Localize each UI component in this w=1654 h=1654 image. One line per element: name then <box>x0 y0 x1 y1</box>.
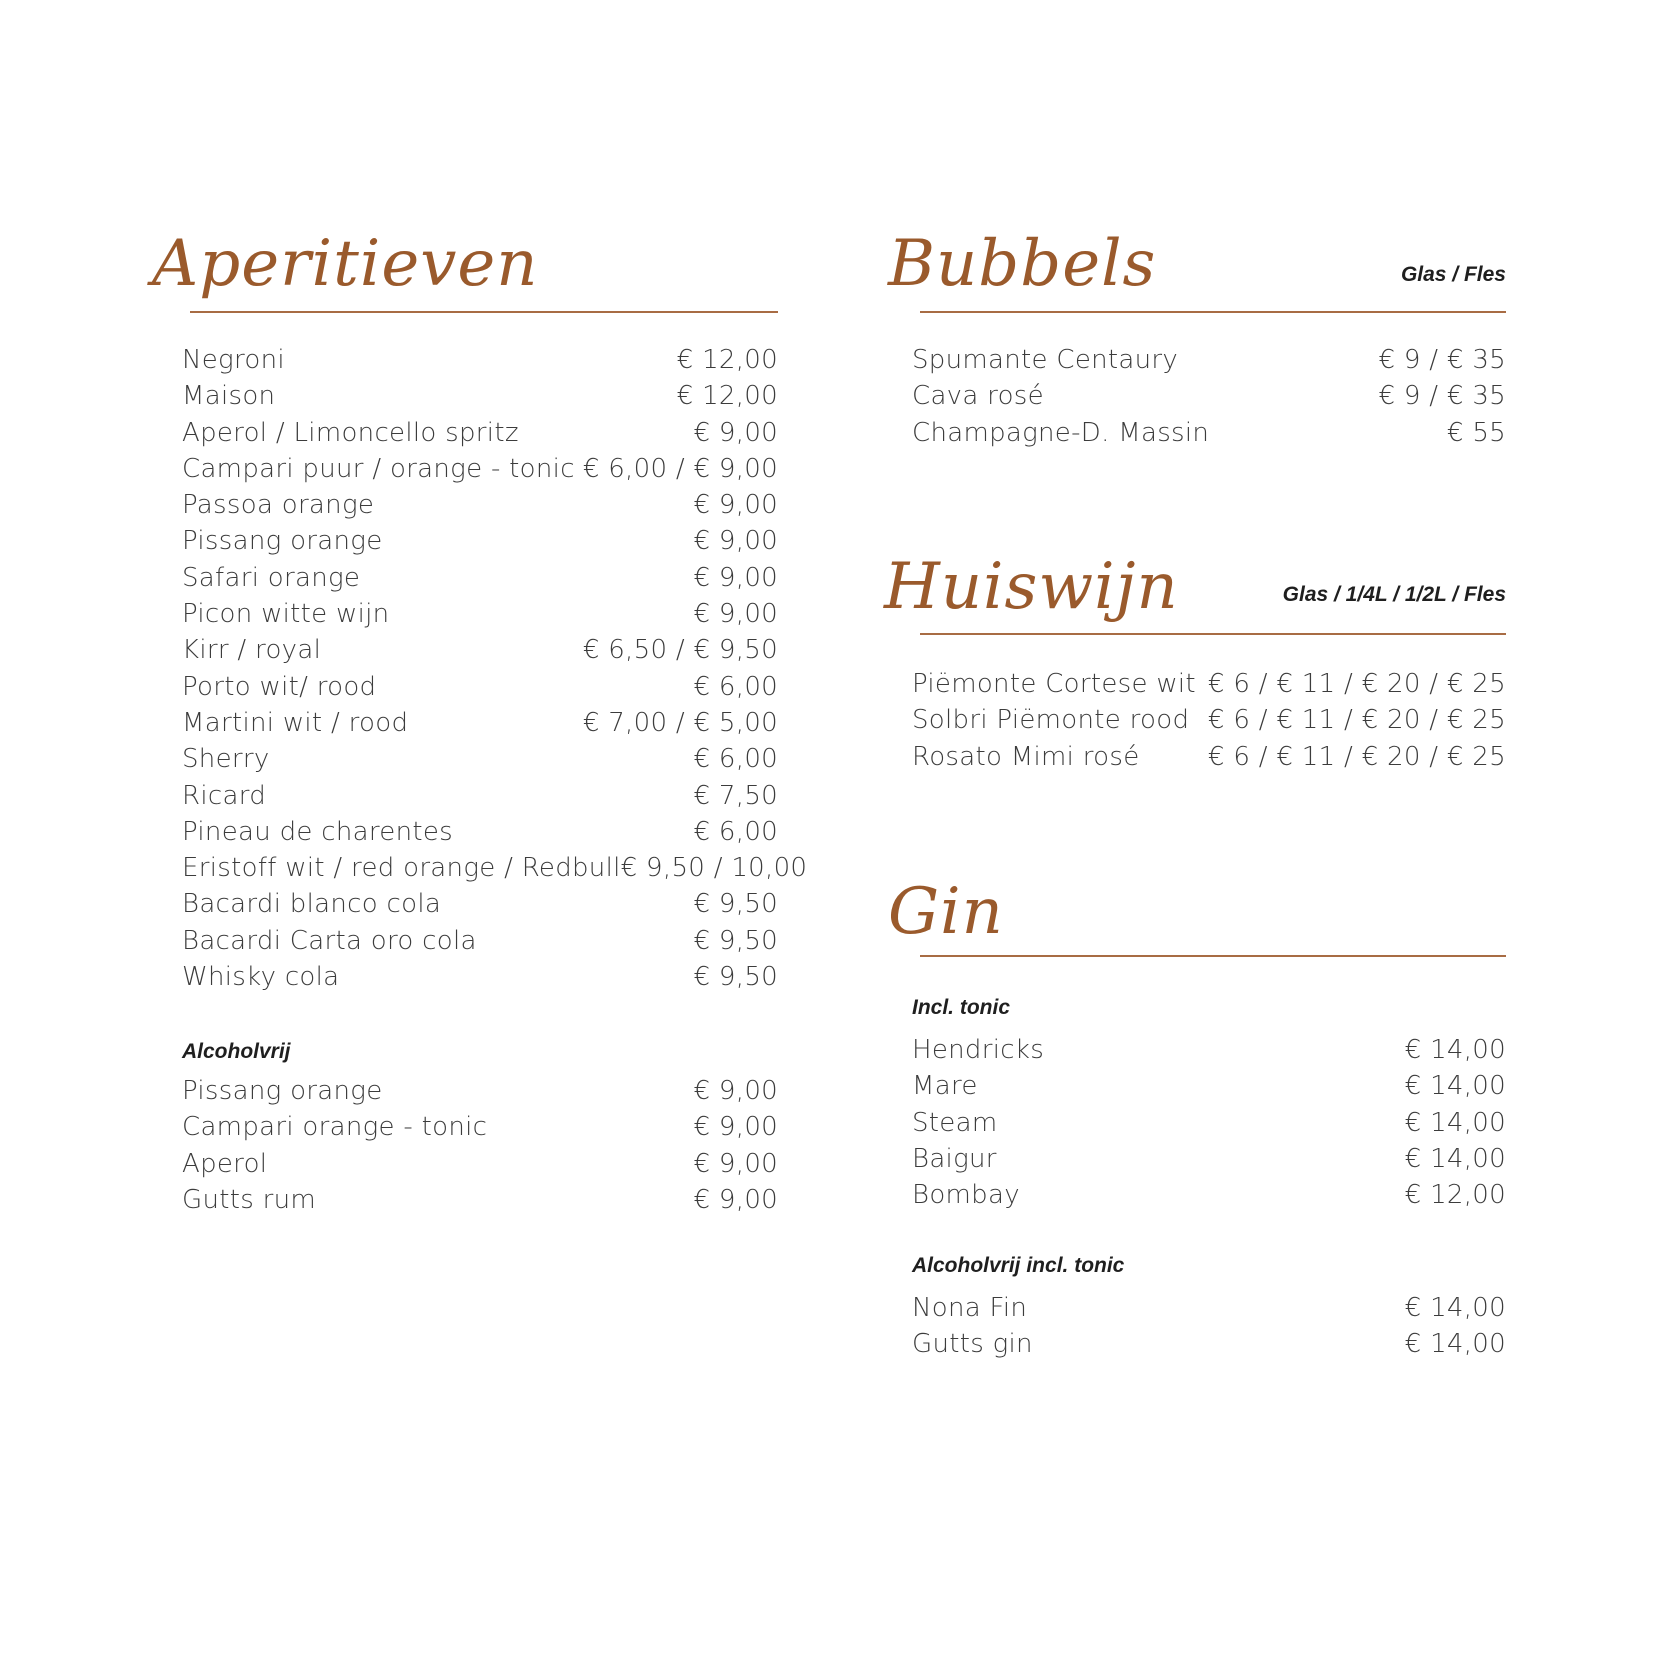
item-name: Maison <box>182 381 276 412</box>
menu-item <box>182 1076 778 1112</box>
item-price: € 9,00 <box>693 562 778 593</box>
item-name: Steam <box>912 1107 998 1138</box>
menu-item <box>182 744 778 780</box>
item-name: Negroni <box>182 345 285 375</box>
menu-item <box>182 962 778 998</box>
item-name: Aperol <box>182 1148 268 1179</box>
item-name: Eristoff wit / red orange / Redbull <box>182 853 621 884</box>
menu-item <box>912 418 1506 454</box>
menu-item <box>182 672 778 708</box>
aperitieven-title: Aperitieven <box>152 227 539 301</box>
menu-item <box>182 1185 778 1221</box>
item-name: Campari puur / orange - tonic <box>182 453 575 484</box>
item-price: € 12,00 <box>1404 1180 1506 1211</box>
menu-item <box>182 708 778 744</box>
menu-item <box>182 781 778 817</box>
item-name: Pissang orange <box>182 526 383 557</box>
item-name: Rosato Mimi rosé <box>912 741 1140 772</box>
menu-item <box>182 853 808 889</box>
item-name: Aperol / Limoncello spritz <box>182 417 519 448</box>
item-name: Baigur <box>912 1143 997 1174</box>
item-name: Mare <box>912 1071 978 1102</box>
menu-item <box>912 1293 1506 1329</box>
aperitieven-list <box>182 345 808 998</box>
item-price: € 9,00 <box>693 599 778 630</box>
menu-item <box>182 563 778 599</box>
item-name: Hendricks <box>912 1035 1045 1065</box>
item-price: € 7,00 / € 5,00 <box>582 707 778 738</box>
menu-item <box>182 381 778 417</box>
item-price: € 6 / € 11 / € 20 / € 25 <box>1207 705 1506 736</box>
gin-incl-tonic-list <box>912 1035 1506 1216</box>
item-name: Ricard <box>182 780 267 811</box>
item-price: € 9,50 <box>693 962 778 993</box>
item-name: Nona Fin <box>912 1293 1028 1323</box>
item-name: Campari orange - tonic <box>182 1112 488 1143</box>
item-price: € 6 / € 11 / € 20 / € 25 <box>1207 669 1506 699</box>
gin-title: Gin <box>888 875 1004 949</box>
menu-item <box>182 1149 778 1185</box>
menu-item <box>182 635 778 671</box>
item-name: Pineau de charentes <box>182 816 453 847</box>
item-price: € 6,00 <box>693 744 778 775</box>
item-price: € 9,00 <box>693 1112 778 1143</box>
menu-item <box>182 1112 778 1148</box>
item-price: € 6 / € 11 / € 20 / € 25 <box>1207 741 1506 772</box>
menu-item <box>182 817 778 853</box>
item-name: Porto wit/ rood <box>182 671 377 702</box>
menu-item <box>912 1329 1506 1365</box>
menu-item <box>182 418 778 454</box>
item-price: € 55 <box>1446 417 1506 448</box>
item-price: € 12,00 <box>676 345 778 375</box>
item-price: € 9,00 <box>693 1184 778 1215</box>
menu-item <box>182 526 778 562</box>
item-name: Gutts rum <box>182 1184 317 1215</box>
bubbels-list <box>912 345 1506 454</box>
item-price: € 14,00 <box>1404 1329 1506 1360</box>
menu-item <box>912 345 1506 381</box>
item-name: Gutts gin <box>912 1329 1033 1360</box>
menu-item <box>912 381 1506 417</box>
item-price: € 6,00 / € 9,00 <box>582 453 778 484</box>
item-name: Whisky cola <box>182 962 340 993</box>
aperitieven-rule <box>190 311 778 313</box>
item-name: Martini wit / rood <box>182 707 409 738</box>
item-name: Picon witte wijn <box>182 599 390 630</box>
item-name: Piëmonte Cortese wit <box>912 669 1196 699</box>
item-price: € 6,50 / € 9,50 <box>582 635 778 666</box>
bubbels-column-header: Glas / Fles <box>1400 263 1506 286</box>
menu-item <box>912 705 1506 741</box>
gin-alcoholvrij-list <box>912 1293 1506 1366</box>
menu-item <box>182 345 778 381</box>
item-price: € 14,00 <box>1404 1071 1506 1102</box>
menu-item <box>182 490 778 526</box>
item-price: € 9,00 <box>693 526 778 557</box>
gin-alcoholvrij-label: Alcoholvrij incl. tonic <box>912 1254 1125 1277</box>
gin-rule <box>920 955 1506 957</box>
item-price: € 9 / € 35 <box>1378 381 1506 412</box>
menu-item <box>912 742 1506 778</box>
menu-item <box>912 1144 1506 1180</box>
menu-item <box>912 669 1506 705</box>
aperitieven-alcoholvrij-list <box>182 1076 778 1221</box>
item-price: € 14,00 <box>1404 1293 1506 1323</box>
item-price: € 9,00 <box>693 490 778 521</box>
item-name: Bacardi blanco cola <box>182 889 442 920</box>
item-name: Solbri Piëmonte rood <box>912 705 1190 736</box>
item-name: Bacardi Carta oro cola <box>182 925 477 956</box>
menu-item <box>182 889 778 925</box>
menu-item <box>912 1180 1506 1216</box>
bubbels-rule <box>920 311 1506 313</box>
item-price: € 9 / € 35 <box>1378 345 1506 375</box>
item-price: € 9,50 <box>693 889 778 920</box>
bubbels-title: Bubbels <box>888 227 1157 301</box>
item-price: € 6,00 <box>693 816 778 847</box>
item-price: € 14,00 <box>1404 1035 1506 1065</box>
menu-item <box>912 1108 1506 1144</box>
item-name: Passoa orange <box>182 490 375 521</box>
item-name: Pissang orange <box>182 1076 383 1106</box>
item-name: Cava rosé <box>912 381 1044 412</box>
item-price: € 9,50 / 10,00 <box>620 853 808 884</box>
item-price: € 12,00 <box>676 381 778 412</box>
menu-item <box>912 1035 1506 1071</box>
item-name: Champagne-D. Massin <box>912 417 1210 448</box>
item-price: € 9,00 <box>693 1076 778 1106</box>
item-price: € 6,00 <box>693 671 778 702</box>
huiswijn-title: Huiswijn <box>884 550 1179 624</box>
item-name: Sherry <box>182 744 270 775</box>
menu-item <box>912 1071 1506 1107</box>
huiswijn-rule <box>920 633 1506 635</box>
item-price: € 9,00 <box>693 1148 778 1179</box>
item-price: € 9,00 <box>693 417 778 448</box>
menu-item <box>182 454 778 490</box>
item-name: Kirr / royal <box>182 635 322 666</box>
item-price: € 14,00 <box>1404 1143 1506 1174</box>
item-price: € 7,50 <box>693 780 778 811</box>
item-name: Bombay <box>912 1180 1020 1211</box>
item-price: € 14,00 <box>1404 1107 1506 1138</box>
huiswijn-list <box>912 669 1506 778</box>
menu-item <box>182 926 778 962</box>
menu-item <box>182 599 778 635</box>
aperitieven-alcoholvrij-label: Alcoholvrij <box>182 1040 291 1063</box>
huiswijn-column-header: Glas / 1/4L / 1/2L / Fles <box>1282 583 1506 606</box>
item-name: Spumante Centaury <box>912 345 1179 375</box>
item-name: Safari orange <box>182 562 361 593</box>
gin-incl-tonic-label: Incl. tonic <box>912 996 1011 1019</box>
item-price: € 9,50 <box>693 925 778 956</box>
